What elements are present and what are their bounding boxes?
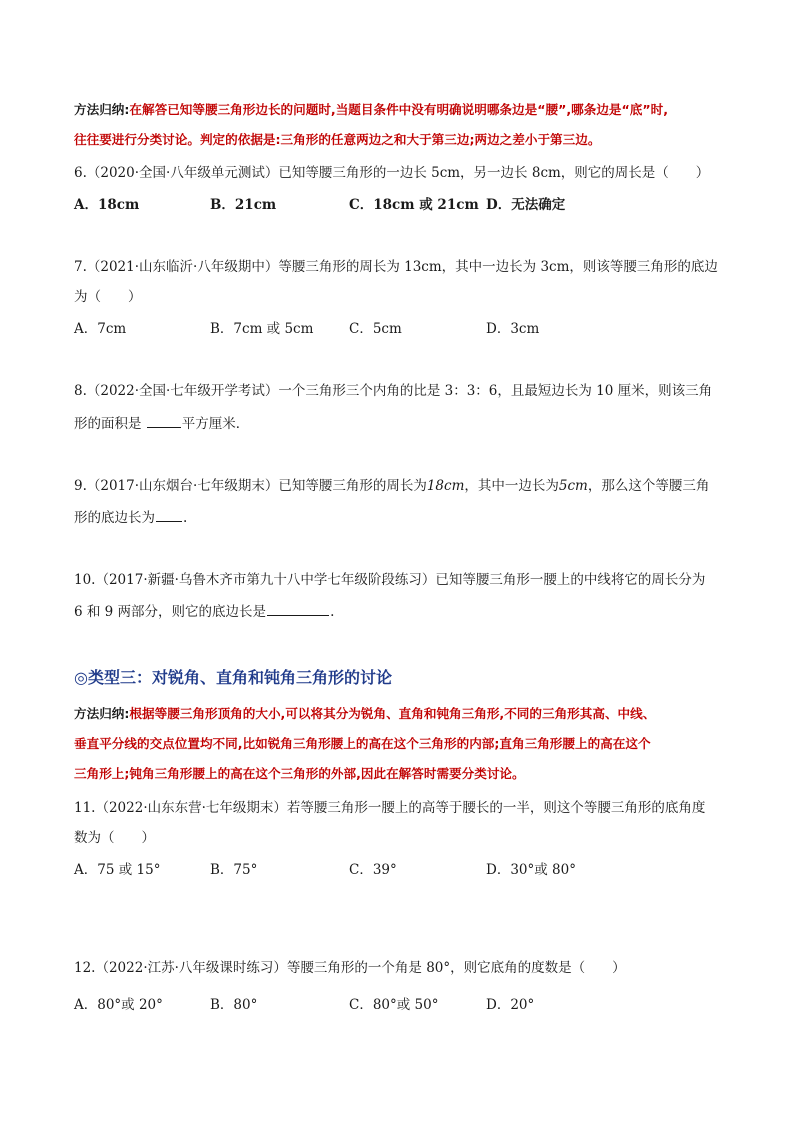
question-10-stem-line-1: 10.（2017·新疆·乌鲁木齐市第九十八中学七年级阶段练习）已知等腰三角形一腰上的中线将它的周长分为 [74,572,706,588]
question-8-stem-line-2 [74,413,249,434]
question-7-option-a: A．7cm [74,321,127,337]
question-6-option-d: D．无法确定 [486,197,566,213]
question-9-stem-line-2 [74,507,187,528]
question-8-text: 平方厘米． [181,416,250,432]
method-summary-2-line-1 [74,704,655,724]
question-10-text: 6 和 9 两部分，则它的底边长是 [74,604,267,620]
method-summary-1-line-1 [74,100,668,120]
math-value: 18cm [426,478,465,494]
question-11-option-c: C．39° [349,862,397,878]
section-heading: ◎类型三：对锐角、直角和钝角三角形的讨论 [74,668,392,687]
answer-blank[interactable] [156,507,182,522]
method-text: 三角形上;钝角三角形腰上的高在这个三角形的外部,因此在解答时需要分类讨论。 [74,766,525,781]
question-12-stem: 12.（2022·江苏·八年级课时练习）等腰三角形的一个角是 80°，则它底角的度数是（ ） [74,960,626,976]
question-8-stem-line-1: 8.（2022·全国·七年级开学考试）一个三角形三个内角的比是 3：3：6，且最短边长为 10 厘米，则该三角 [74,383,713,399]
question-9-text: ，那么这个等腰三角 [587,478,710,494]
question-9-text: ，其中一边长为 [464,478,559,494]
question-10-text: . [330,604,335,620]
method-text: 在解答已知等腰三角形边长的问题时,当题目条件中没有明确说明哪条边是“腰”,哪条边是“底”时, [129,102,669,117]
answer-blank[interactable] [267,601,329,616]
question-6-stem: 6.（2020·全国·八年级单元测试）已知等腰三角形的一边长 5cm，另一边长 8cm，则它的周长是（ ） [74,165,710,181]
method-summary-2-line-2 [74,734,651,754]
question-7-stem-line-1: 7.（2021·山东临沂·八年级期中）等腰三角形的周长为 13cm，其中一边长为 3cm，则该等腰三角形的底边 [74,259,718,275]
method-text: 垂直平分线的交点位置均不同,比如锐角三角形腰上的高在这个三角形的内部;直角三角形腰上的高在这个 [74,736,651,751]
method-summary-1-line-2 [74,130,600,150]
question-6-option-a: A．18cm [74,197,140,213]
question-9-text: 9.（2017·山东烟台·七年级期末）已知等腰三角形的周长为 [74,478,427,494]
question-12-option-a: A．80°或 20° [74,997,163,1013]
question-6-option-c: C．18cm 或 21cm [349,197,479,213]
answer-blank[interactable] [147,413,181,428]
question-11-stem-line-2: 数为（ ） [74,830,155,846]
question-6-option-b: B．21cm [210,197,277,213]
method-summary-2-line-3 [74,764,525,784]
question-11-option-a: A．75 或 15° [74,862,161,878]
question-10-stem-line-2 [74,601,334,622]
question-7-option-b: B．7cm 或 5cm [210,321,314,337]
question-11-option-b: B．75° [210,862,258,878]
question-7-stem-line-2: 为（ ） [74,289,142,305]
question-12-option-c: C．80°或 50° [349,997,439,1013]
question-11-stem-line-1: 11.（2022·山东东营·七年级期末）若等腰三角形一腰上的高等于腰长的一半，则这个等腰三角形的底角度 [74,800,706,816]
question-9-text: . [183,510,188,526]
math-value: 5cm [558,478,588,494]
method-label: 方法归纳: [74,706,130,721]
method-text: 往往要进行分类讨论。判定的依据是:三角形的任意两边之和大于第三边;两边之差小于第三边。 [74,132,601,147]
question-8-text: 形的面积是 [74,416,146,432]
question-12-option-b: B．80° [210,997,258,1013]
question-11-option-d: D．30°或 80° [486,862,576,878]
question-12-option-d: D．20° [486,997,535,1013]
question-7-option-d: D．3cm [486,321,540,337]
question-9-text: 形的底边长为 [74,510,155,526]
question-9-stem-line-1 [74,476,709,496]
question-7-option-c: C．5cm [349,321,402,337]
method-label: 方法归纳: [74,102,130,117]
method-text: 根据等腰三角形顶角的大小,可以将其分为锐角、直角和钝角三角形,不同的三角形其高、中线、 [129,706,656,721]
